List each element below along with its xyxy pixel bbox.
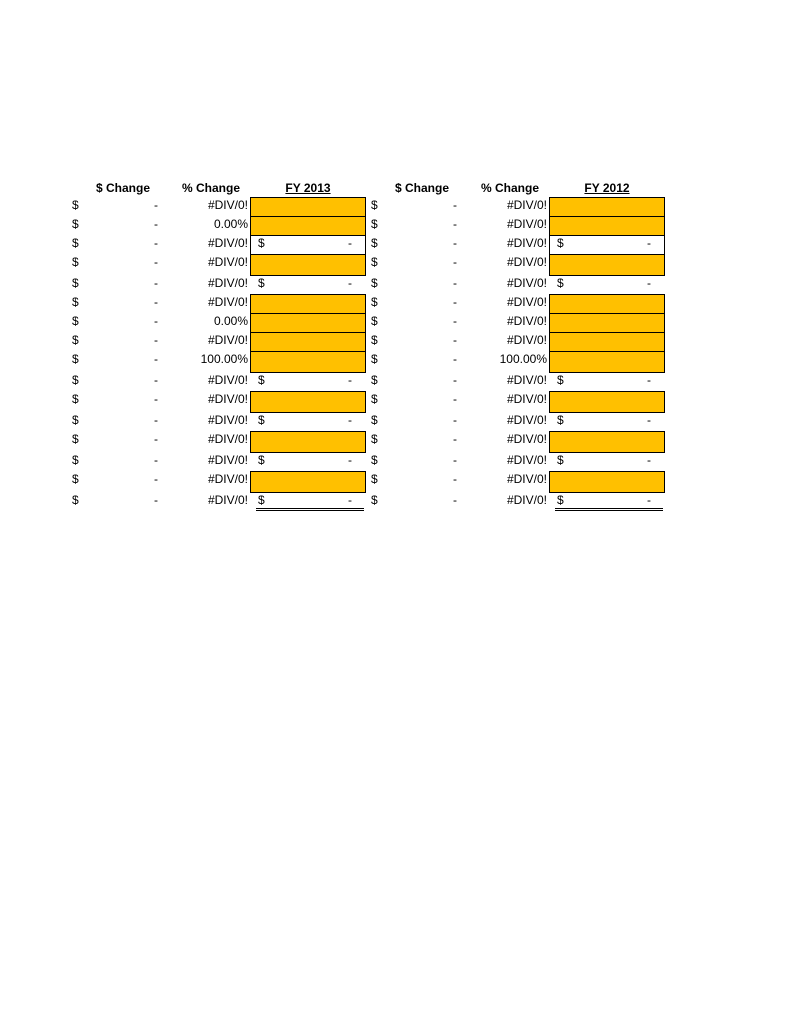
left-fy-input-cell[interactable] [250,197,366,217]
left-pct-change-value: #DIV/0! [207,453,248,467]
left-change-value: - [154,255,158,269]
right-fy-input-cell[interactable] [549,197,665,217]
left-pct-change-value: #DIV/0! [207,373,248,387]
left-fy-dollar-sign: $ [258,236,265,250]
right-change-value: - [453,472,457,486]
left-dollar-sign: $ [72,352,79,366]
right-dollar-sign: $ [371,493,378,507]
left-dollar-sign: $ [72,493,79,507]
right-fy-dash: - [647,453,651,467]
left-fy-input-cell[interactable] [250,391,366,413]
left-dollar-sign: $ [72,255,79,269]
right-pct-change-value: #DIV/0! [506,198,547,212]
right-dollar-sign: $ [371,217,378,231]
left-fy-dash: - [348,413,352,427]
left-fy-dash: - [348,373,352,387]
right-fy-value [549,234,665,252]
left-fy-dash: - [348,493,352,507]
right-dollar-sign: $ [371,295,378,309]
right-pct-change-value: #DIV/0! [506,413,547,427]
right-change-value: - [453,255,457,269]
right-pct-change-value: #DIV/0! [506,236,547,250]
right-fy-dollar-sign: $ [557,453,564,467]
header-fy2012: FY 2012 [584,181,630,195]
left-pct-change-value: #DIV/0! [207,413,248,427]
right-change-value: - [453,392,457,406]
left-fy-dollar-sign: $ [258,373,265,387]
header-fy2013: FY 2013 [285,181,331,195]
right-pct-change-value: #DIV/0! [506,333,547,347]
left-change-value: - [154,373,158,387]
left-change-value: - [154,413,158,427]
right-change-value: - [453,352,457,366]
left-fy-dollar-sign: $ [258,493,265,507]
right-fy-dash: - [647,373,651,387]
left-fy-input-cell[interactable] [250,471,366,493]
left-change-value: - [154,333,158,347]
right-fy-value [549,451,665,469]
left-pct-change-value: 100.00% [200,352,248,366]
left-change-value: - [154,314,158,328]
left-change-value: - [154,217,158,231]
right-fy-dollar-sign: $ [557,236,564,250]
left-dollar-sign: $ [72,472,79,486]
right-pct-change-value: #DIV/0! [506,255,547,269]
right-dollar-sign: $ [371,472,378,486]
left-pct-change-value: #DIV/0! [207,333,248,347]
right-dollar-sign: $ [371,333,378,347]
right-pct-change-value: 100.00% [499,352,547,366]
left-pct-change-value: #DIV/0! [207,198,248,212]
right-pct-change-value: #DIV/0! [506,493,547,507]
right-fy-input-cell[interactable] [549,391,665,413]
left-dollar-sign: $ [72,295,79,309]
right-fy-dash: - [647,236,651,250]
left-pct-change-value: #DIV/0! [207,276,248,290]
right-dollar-sign: $ [371,453,378,467]
right-fy-dash: - [647,413,651,427]
right-change-value: - [453,314,457,328]
right-total-double-underline [555,508,663,511]
right-dollar-sign: $ [371,413,378,427]
right-dollar-sign: $ [371,352,378,366]
left-fy-value [250,234,366,252]
left-fy-value [250,451,366,469]
right-change-value: - [453,432,457,446]
right-pct-change-value: #DIV/0! [506,217,547,231]
left-dollar-sign: $ [72,373,79,387]
left-fy-dash: - [348,276,352,290]
right-dollar-sign: $ [371,236,378,250]
right-fy-input-cell[interactable] [549,313,665,333]
left-fy-value [250,491,366,509]
left-dollar-sign: $ [72,276,79,290]
header-pct-change-fy2013: % Change [181,181,240,195]
left-dollar-sign: $ [72,198,79,212]
left-dollar-sign: $ [72,236,79,250]
left-change-value: - [154,236,158,250]
left-change-value: - [154,295,158,309]
left-pct-change-value: #DIV/0! [207,255,248,269]
right-fy-dash: - [647,493,651,507]
right-fy-input-cell[interactable] [549,471,665,493]
left-fy-input-cell[interactable] [250,313,366,333]
right-fy-value [549,274,665,292]
right-fy-input-cell[interactable] [549,294,665,314]
right-change-value: - [453,493,457,507]
left-dollar-sign: $ [72,314,79,328]
right-pct-change-value: #DIV/0! [506,373,547,387]
right-fy-dash: - [647,276,651,290]
left-change-value: - [154,392,158,406]
right-change-value: - [453,413,457,427]
left-pct-change-value: #DIV/0! [207,295,248,309]
right-fy-input-cell[interactable] [549,431,665,453]
left-fy-dollar-sign: $ [258,276,265,290]
right-change-value: - [453,453,457,467]
left-change-value: - [154,198,158,212]
right-dollar-sign: $ [371,276,378,290]
left-fy-dash: - [348,236,352,250]
right-fy-dollar-sign: $ [557,413,564,427]
left-dollar-sign: $ [72,217,79,231]
right-change-value: - [453,373,457,387]
right-change-value: - [453,276,457,290]
left-dollar-sign: $ [72,392,79,406]
left-fy-dollar-sign: $ [258,413,265,427]
left-fy-value [250,274,366,292]
right-dollar-sign: $ [371,255,378,269]
right-dollar-sign: $ [371,392,378,406]
right-change-value: - [453,236,457,250]
right-fy-value [549,491,665,509]
right-fy-dollar-sign: $ [557,276,564,290]
left-change-value: - [154,472,158,486]
left-fy-input-cell[interactable] [250,351,366,373]
left-fy-value [250,371,366,389]
left-dollar-sign: $ [72,432,79,446]
left-dollar-sign: $ [72,333,79,347]
left-dollar-sign: $ [72,413,79,427]
right-change-value: - [453,198,457,212]
left-change-value: - [154,276,158,290]
left-change-value: - [154,432,158,446]
right-fy-input-cell[interactable] [549,216,665,236]
right-pct-change-value: #DIV/0! [506,472,547,486]
right-dollar-sign: $ [371,373,378,387]
right-dollar-sign: $ [371,432,378,446]
right-fy-value [549,371,665,389]
right-pct-change-value: #DIV/0! [506,276,547,290]
right-dollar-sign: $ [371,314,378,328]
right-pct-change-value: #DIV/0! [506,453,547,467]
left-fy-input-cell[interactable] [250,294,366,314]
header-dollar-change-fy2013: $ Change [95,181,150,195]
left-fy-input-cell[interactable] [250,332,366,352]
right-change-value: - [453,217,457,231]
left-fy-dash: - [348,453,352,467]
left-fy-input-cell[interactable] [250,216,366,236]
right-pct-change-value: #DIV/0! [506,295,547,309]
right-fy-input-cell[interactable] [549,332,665,352]
left-pct-change-value: #DIV/0! [207,493,248,507]
right-change-value: - [453,295,457,309]
right-dollar-sign: $ [371,198,378,212]
left-pct-change-value: 0.00% [213,217,248,231]
header-dollar-change-fy2012: $ Change [394,181,449,195]
left-total-double-underline [256,508,364,511]
right-pct-change-value: #DIV/0! [506,432,547,446]
header-pct-change-fy2012: % Change [480,181,539,195]
left-fy-dollar-sign: $ [258,453,265,467]
right-change-value: - [453,333,457,347]
left-pct-change-value: 0.00% [213,314,248,328]
right-fy-dollar-sign: $ [557,493,564,507]
left-pct-change-value: #DIV/0! [207,236,248,250]
left-fy-input-cell[interactable] [250,254,366,276]
left-change-value: - [154,352,158,366]
left-fy-input-cell[interactable] [250,431,366,453]
left-pct-change-value: #DIV/0! [207,472,248,486]
left-change-value: - [154,493,158,507]
right-fy-value [549,411,665,429]
right-fy-input-cell[interactable] [549,351,665,373]
right-pct-change-value: #DIV/0! [506,314,547,328]
left-pct-change-value: #DIV/0! [207,432,248,446]
right-fy-input-cell[interactable] [549,254,665,276]
left-change-value: - [154,453,158,467]
right-fy-dollar-sign: $ [557,373,564,387]
right-pct-change-value: #DIV/0! [506,392,547,406]
left-pct-change-value: #DIV/0! [207,392,248,406]
left-fy-value [250,411,366,429]
left-dollar-sign: $ [72,453,79,467]
